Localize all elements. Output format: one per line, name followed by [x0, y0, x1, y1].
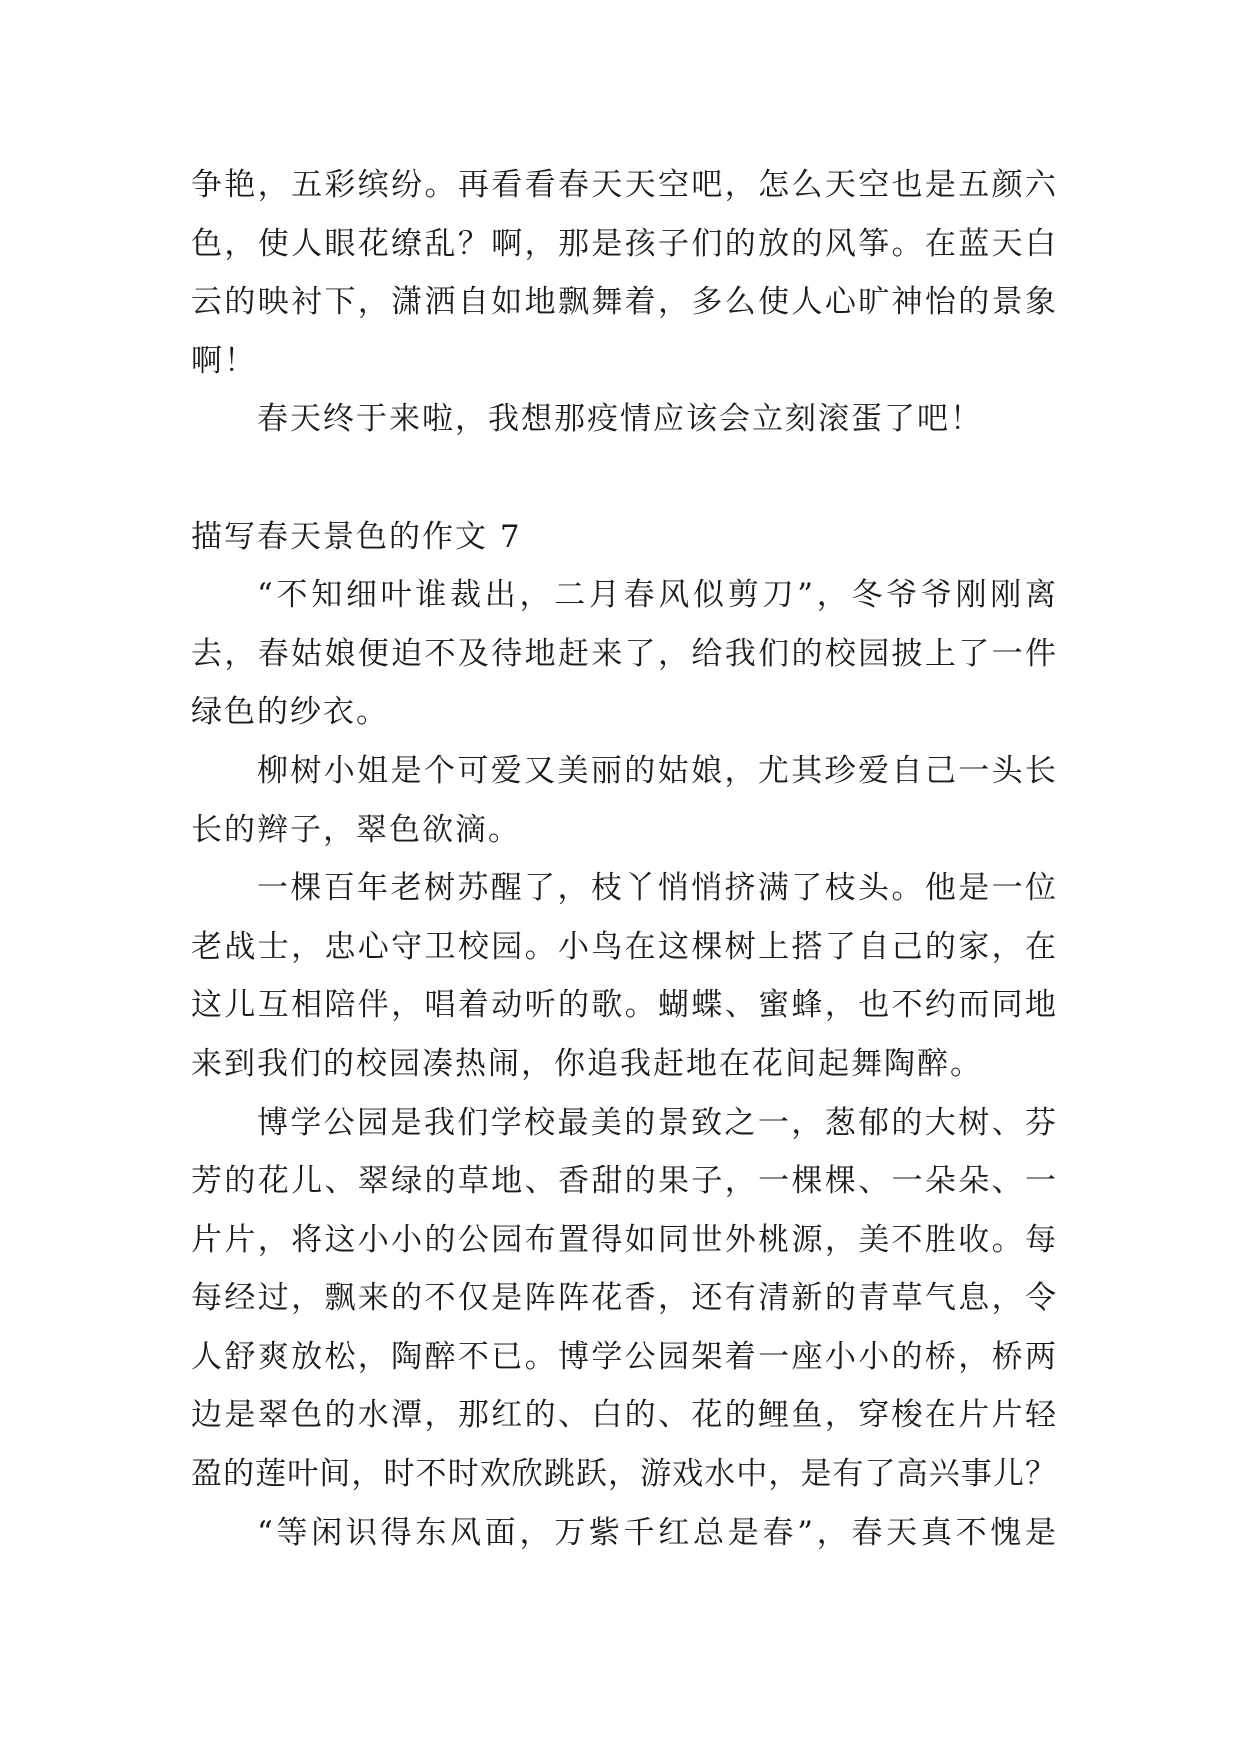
text-line: 一棵百年老树苏醒了，枝丫悄悄挤满了枝头。他是一位 [257, 870, 1056, 907]
paragraph [191, 1504, 1056, 1563]
text-line: 这儿互相陪伴，唱着动听的歌。蝴蝶、蜜蜂，也不约而同地 [191, 987, 1056, 1024]
text-line: 人舒爽放松，陶醉不已。博学公园架着一座小小的桥，桥两 [191, 1338, 1056, 1375]
paragraph [191, 156, 1056, 390]
paragraph [191, 859, 1056, 1093]
text-line: 片片，将这小小的公园布置得如同世外桃源，美不胜收。每 [191, 1221, 1056, 1258]
paragraph [191, 742, 1056, 859]
paragraph [191, 1094, 1056, 1504]
text-line: 长的辫子，翠色欲滴。 [191, 811, 521, 848]
text-line: 云的映衬下，潇洒自如地飘舞着，多么使人心旷神怡的景象 [191, 284, 1056, 321]
text-line: 芳的花儿、翠绿的草地、香甜的果子，一棵棵、一朵朵、一 [191, 1163, 1056, 1200]
paragraph [191, 390, 1056, 449]
text-line: 啊！ [191, 342, 257, 379]
text-line: 色，使人眼花缭乱？啊，那是孩子们的放的风筝。在蓝天白 [191, 225, 1056, 262]
text-line: 盈的莲叶间，时不时欢欣跳跃，游戏水中，是有了高兴事儿？ [191, 1456, 1056, 1493]
text-line: “不知细叶谁裁出，二月春风似剪刀”，冬爷爷刚刚离 [257, 577, 1056, 614]
paragraph [191, 566, 1056, 742]
text-line: 去，春姑娘便迫不及待地赶来了，给我们的校园披上了一件 [191, 635, 1056, 672]
text-line: 博学公园是我们学校最美的景致之一，葱郁的大树、芬 [257, 1104, 1056, 1141]
section-heading: 描写春天景色的作文 7 [191, 518, 522, 555]
text-line: 边是翠色的水潭，那红的、白的、花的鲤鱼，穿梭在片片轻 [191, 1397, 1056, 1434]
text-line: “等闲识得东风面，万紫千红总是春”，春天真不愧是 [257, 1514, 1056, 1551]
text-line: 来到我们的校园凑热闹，你追我赶地在花间起舞陶醉。 [191, 1045, 983, 1082]
text-line: 老战士，忠心守卫校园。小鸟在这棵树上搭了自己的家，在 [191, 928, 1056, 965]
text-line: 春天终于来啦，我想那疫情应该会立刻滚蛋了吧！ [257, 401, 983, 438]
paragraph-spacer [191, 449, 1056, 508]
text-line: 柳树小姐是个可爱又美丽的姑娘，尤其珍爱自己一头长 [257, 752, 1056, 789]
text-line: 每经过，飘来的不仅是阵阵花香，还有清新的青草气息，令 [191, 1280, 1056, 1317]
text-line: 绿色的纱衣。 [191, 694, 389, 731]
text-line: 争艳，五彩缤纷。再看看春天天空吧，怎么天空也是五颜六 [191, 167, 1056, 203]
body-text [191, 156, 1056, 1562]
